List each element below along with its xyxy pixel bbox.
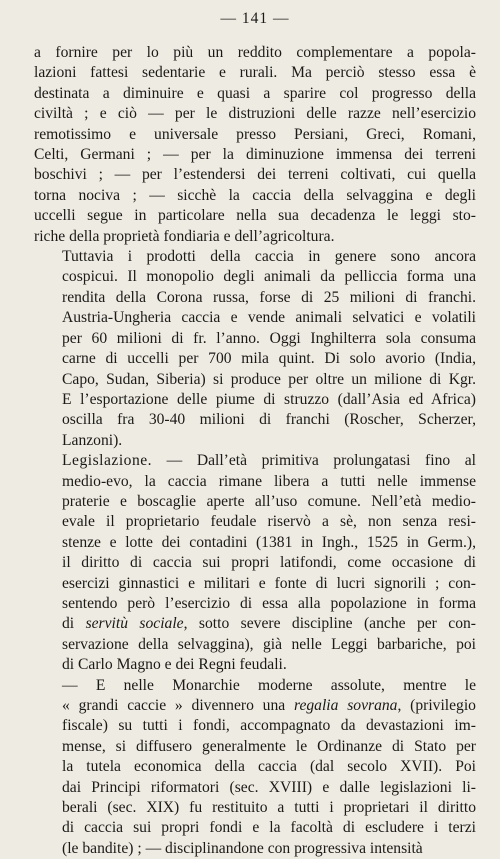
text-line: oscilla fra 30-40 milioni di franchi (Roscher, Scherzer,: [62, 411, 476, 429]
text-line: servazione della selvaggina), già nelle Leggi barbariche, poi: [62, 635, 476, 653]
text-line: lazioni fattesi sedentarie e rurali. Ma perciò stesso essa è: [34, 64, 476, 82]
body-text: [34, 43, 476, 859]
text-line: destinata a diminuire e quasi a sparire col progresso della: [34, 84, 476, 102]
text-line: dai Principi riformatori (sec. XVIII) e dalle legislazioni li-: [62, 778, 476, 796]
text-line: Tuttavia i prodotti della caccia in genere sono ancora: [62, 248, 476, 266]
text-line: il diritto di caccia sui propri latifondi, come occasione di: [62, 554, 476, 572]
text-line: boschivi ; — per l’estendersi dei terreni coltivati, cui quella: [34, 166, 476, 184]
section-heading: Legislazione.: [62, 452, 153, 470]
text-line: rendita della Corona russa, forse di 25 milioni di franchi.: [62, 288, 476, 306]
paragraph: [34, 676, 476, 859]
text-line: carne di uccelli per 700 mila quint. Di solo avorio (India,: [62, 350, 476, 368]
text-line: evale il proprietario feudale riservò a sè, non senza resi-: [62, 513, 476, 531]
text-line: medio-evo, la caccia rimane libera a tutti nelle immense: [62, 472, 476, 490]
text-line: mense, si diffusero generalmente le Ordinanze di Stato per: [62, 737, 476, 755]
page-number: — 141 —: [220, 10, 290, 27]
text-line: di Carlo Magno e dei Regni feudali.: [62, 656, 287, 674]
text-line: E l’esportazione delle piume di struzzo (dall’Asia ed Africa): [62, 390, 476, 408]
text-line: remotissimo e universale presso Persiani, Greci, Romani,: [34, 125, 476, 143]
text-line: Lanzoni).: [62, 431, 123, 449]
text-line: stenze e lotte dei contadini (1381 in Ingh., 1525 in Germ.),: [62, 533, 476, 551]
text-line: per 60 milioni di fr. l’anno. Oggi Inghilterra sola consuma: [62, 329, 476, 347]
text-line: di caccia sui propri fondi e la facoltà di escludere i terzi: [62, 819, 476, 837]
text-line: (le bandite) ; — disciplinandone con progressiva intensità: [62, 839, 423, 857]
text-line: torna nociva ; — sicchè la caccia della selvaggina e degli: [34, 186, 476, 204]
text-line: uccelli segue in particolare nella sua decadenza le leggi sto-: [34, 207, 476, 225]
text-line: praterie e boscaglie aperte all’uso comune. Nell’età medio-: [62, 492, 476, 510]
text-line: civiltà ; e ciò — per le distruzioni delle razze nell’esercizio: [34, 105, 476, 123]
text-line: riche della proprietà fondiaria e dell’agricoltura.: [34, 227, 335, 245]
text-line: Celti, Germani ; — per la diminuzione immensa dei terreni: [34, 146, 476, 164]
text-line: — E nelle Monarchie moderne assolute, mentre le: [62, 676, 476, 694]
text-line: la tutela economica della caccia (dal secolo XVII). Poi: [62, 758, 476, 776]
text-line: Capo, Sudan, Siberia) si produce per oltre un milione di Kgr.: [62, 370, 476, 388]
text-line: a fornire per lo più un reddito complementare a popola-: [34, 44, 476, 61]
italic-term: regalia sovrana: [293, 697, 398, 714]
italic-term: servitù sociale: [85, 615, 184, 633]
text-line: di servitù sociale, sotto severe discipline (anche per con-: [62, 615, 477, 633]
text-line: cospicui. Il monopolio degli animali da pelliccia forma una: [62, 268, 476, 286]
text-line: esercizi ginnastici e militari e fonte di lucri signorili ; con-: [62, 574, 476, 592]
text-line: Legislazione. — Dall’età primitiva prolungatasi fino al: [62, 452, 476, 470]
text-line: Austria-Ungheria caccia e vende animali selvatici e volatili: [62, 309, 476, 327]
text-line: « grandi caccie » divennero una regalia sovrana, (privilegio: [62, 697, 476, 714]
text-line: berali (sec. XIX) fu restituito a tutti i proprietari il diritto: [62, 799, 476, 817]
text-line: sentendo però l’esercizio di essa alla popolazione in forma: [62, 594, 476, 612]
paragraph: [34, 247, 476, 451]
paragraph: [34, 43, 476, 247]
text-line: fiscale) su tutti i fondi, accompagnato da devastazioni im-: [62, 717, 476, 735]
paragraph: [34, 451, 476, 675]
